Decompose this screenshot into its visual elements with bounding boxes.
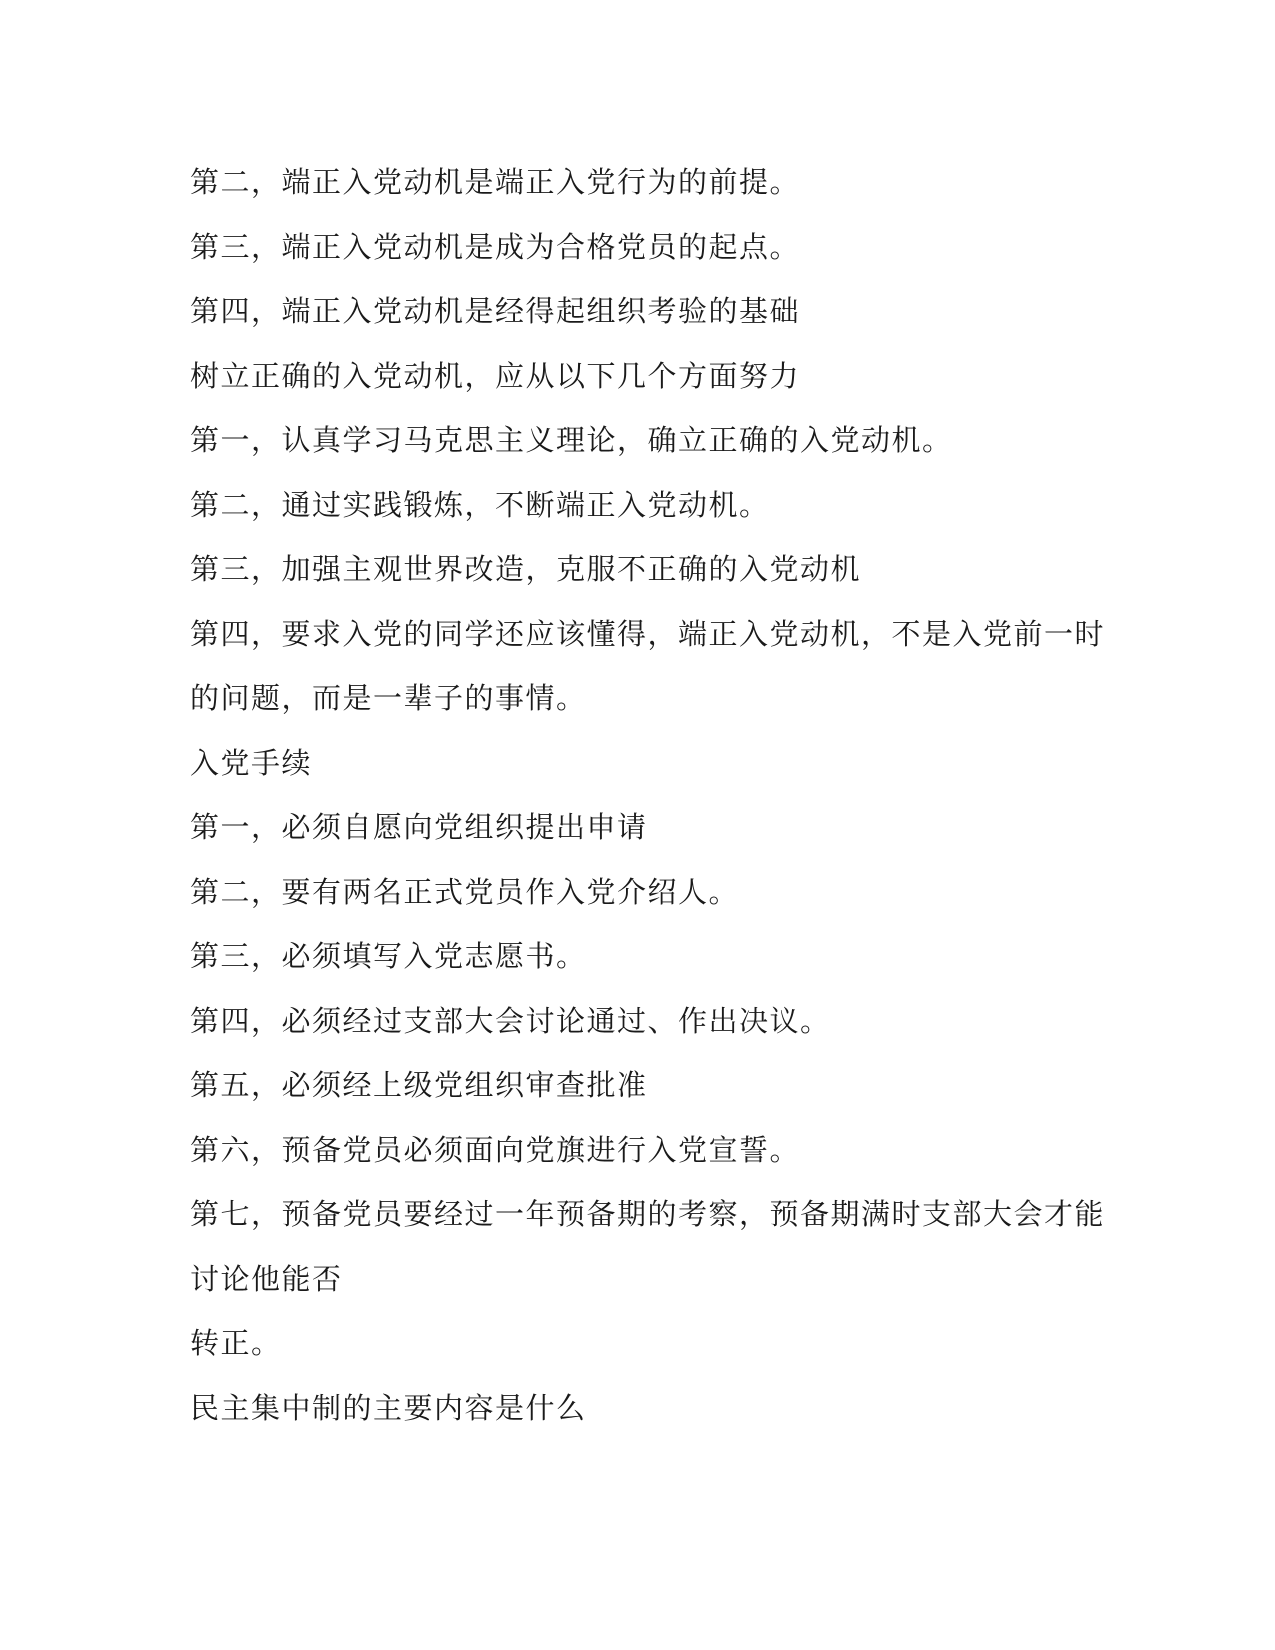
text-line: 第一，必须自愿向党组织提出申请 xyxy=(190,810,648,844)
text-line: 第三，加强主观世界改造，克服不正确的入党动机 xyxy=(190,552,862,586)
text-line: 第四，必须经过支部大会讨论通过、作出决议。 xyxy=(190,1003,831,1038)
text-line: 第四，端正入党动机是经得起组织考验的基础 xyxy=(190,294,801,328)
text-line: 树立正确的入党动机，应从以下几个方面努力 xyxy=(190,358,801,393)
text-line: 转正。 xyxy=(190,1326,282,1360)
text-line: 第六，预备党员必须面向党旗进行入党宣誓。 xyxy=(190,1132,801,1167)
text-line: 第二，通过实践锻炼，不断端正入党动机。 xyxy=(190,487,770,522)
text-line: 讨论他能否 xyxy=(190,1261,343,1296)
document-body xyxy=(190,158,1106,1448)
text-line: 第七，预备党员要经过一年预备期的考察，预备期满时支部大会才能 xyxy=(190,1197,1106,1231)
text-line: 的问题，而是一辈子的事情。 xyxy=(190,681,587,715)
text-line: 第四，要求入党的同学还应该懂得，端正入党动机，不是入党前一时 xyxy=(190,616,1106,651)
section-heading: 入党手续 xyxy=(190,745,313,780)
text-line: 第一，认真学习马克思主义理论，确立正确的入党动机。 xyxy=(190,423,953,457)
text-line: 第二，端正入党动机是端正入党行为的前提。 xyxy=(190,165,801,199)
text-line: 第五，必须经上级党组织审查批准 xyxy=(190,1068,648,1102)
text-line: 第二，要有两名正式党员作入党介绍人。 xyxy=(190,874,740,909)
text-line: 第三，必须填写入党志愿书。 xyxy=(190,939,587,973)
text-line: 第三，端正入党动机是成为合格党员的起点。 xyxy=(190,229,801,264)
section-heading: 民主集中制的主要内容是什么 xyxy=(190,1390,587,1425)
